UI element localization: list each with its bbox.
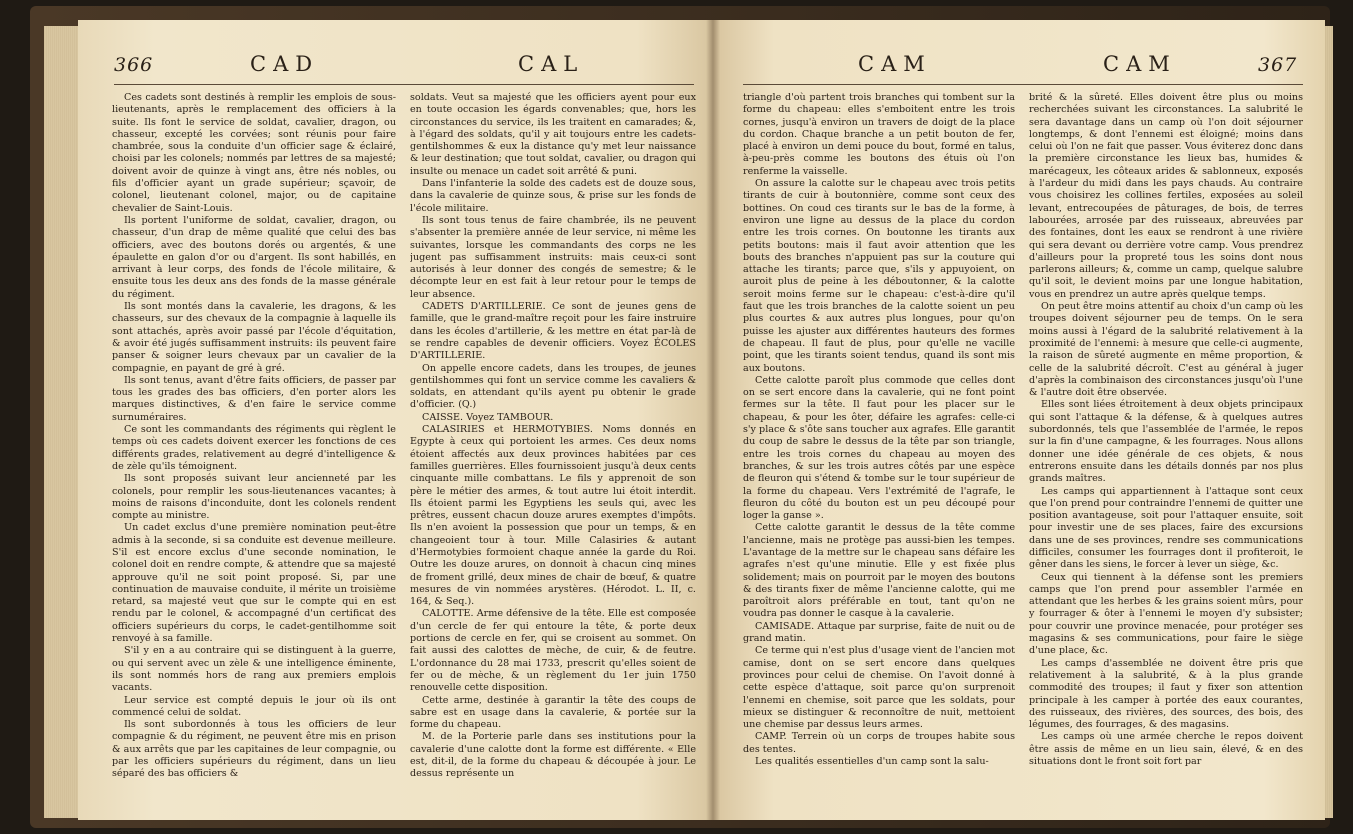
paragraph: Un cadet exclus d'une première nomination peut-être admis à la seconde, si sa conduite est devenue meilleure. S'il est encore exclus d'une seconde nomination, le colonel doit en rendre compte, & attendre que sa majesté approuve qu'il ne soit point proposé. Si, par une continuation de mauvaise conduite, il mérite un troisième retard, sa majesté veut que sur le compte qui en est rendu par le colonel, & accompagné d'un certificat des officiers supérieurs du corps, le cadet-gentilhomme soit renvoyé à sa famille. [112, 522, 396, 645]
paragraph: S'il y en a au contraire qui se distinguent à la guerre, ou qui servent avec un zèle & une intelligence éminente, ils sont nommés hors de rang aux premiers emplois vacants. [112, 645, 396, 694]
paragraph: CALASIRIES et HERMOTYBIES. Noms donnés en Egypte à ceux qui portoient les armes. Ces deux noms étoient affectés aux deux provinces habitées par ces familles guerrières. Elles fournissoient jusqu'à deux cents cinquante mille combattans. Le fils y apprenoit de son père le métier des armes, & tout autre lui étoit interdit. Ils étoient parmi les Egyptiens les seuls qui, avec les prêtres, eussent chacun douze arures exemptes d'impôts. Ils n'en avoient la possession que pour un temps, & en changeoient tour à tour. Mille Calasiries & autant d'Hermotybies formoient chaque année la garde du Roi. Outre les douze arures, on donnoit à chacun cinq mines de froment grillé, deux mines de chair de bœuf, & quatre mesures de vin nommées arystères. (Hérodot. L. II, c. 164, & Seq.). [410, 424, 696, 608]
right-page [713, 20, 1325, 820]
page-number: 366 [114, 54, 154, 76]
paragraph: Cette calotte garantit le dessus de la tête comme l'ancienne, mais ne protège pas aussi-bien les tempes. L'avantage de la mettre sur le chapeau sans défaire les agrafes n'est qu'une minutie. Elle y est fixée plus solidement; mais on pourroit par le moyen des boutons & des tirants fixer de même l'ancienne calotte, qui me paroîtroit alors préférable en tout, tant qu'on ne voudra pas donner le casque à la cavalerie. [743, 522, 1015, 620]
right-page-edges [1325, 26, 1333, 818]
paragraph: Ces cadets sont destinés à remplir les emplois de sous-lieutenants, après le remplacement des officiers à la suite. Ils font le service de soldat, cavalier, dragon, ou chasseur, excepté les corvées; sont réunis pour faire chambrée, sous la conduite d'un officier sage & éclairé, choisi par les colonels; nommés par lettres de sa majesté; doivent avoir de quinze à vingt ans, être nés nobles, ou fils d'officier ayant un grade supérieur; sçavoir, de colonel, lieutenant colonel, major, ou de capitaine chevalier de Saint-Louis. [112, 92, 396, 214]
paragraph: Ceux qui tiennent à la défense sont les premiers camps que l'on prend pour assembler l'armée en attendant que les herbes & les grains soient mûrs, pour y fourrager & ôter à l'ennemi le moyen d'y subsister; pour couvrir une province menacée, pour protéger ses magasins & ses communications, pour faire le siège d'une place, &c. [1029, 571, 1303, 657]
running-headword: CAM [1103, 52, 1177, 76]
text-column [410, 92, 696, 810]
book-spread [30, 6, 1330, 828]
running-headword: CAL [518, 52, 585, 76]
paragraph: Les camps qui appartiennent à l'attaque sont ceux que l'on prend pour contraindre l'ennemi de quitter une position avantageuse, soit pour l'attaquer ensuite, soit pour investir une de ses places, faire des excursions dans une de ses provinces, rendre ses communications difficiles, consumer les fourrages dont il profiteroit, le gêner dans les siens, le forcer à lever un siège, &c. [1029, 485, 1303, 571]
paragraph: Leur service est compté depuis le jour où ils ont commencé celui de soldat. [112, 694, 396, 718]
running-headword: CAD [250, 52, 320, 76]
paragraph: Les camps d'assemblée ne doivent être pris que relativement à la salubrité, & à la plus grande commodité des troupes; il faut y fixer son attention principale à les camper à portée des eaux courantes, des ruisseaux, des rivières, des sources, des bois, des légumes, des fourrages, & des magasins. [1029, 657, 1303, 731]
paragraph: CALOTTE. Arme défensive de la tête. Elle est composée d'un cercle de fer qui entoure la tête, & porte deux portions de cercle en fer, qui se croisent au sommet. On fait aussi des calottes de mèche, de cuir, & de feutre. L'ordonnance du 28 mai 1733, prescrit qu'elles soient de fer ou de mèche, & un règlement du 1er juin 1750 renouvelle cette disposition. [410, 608, 696, 694]
paragraph: brité & la sûreté. Elles doivent être plus ou moins recherchées suivant les circonstances. La salubrité le sera davantage dans un camp où l'on doit séjourner longtemps, & dont l'ennemi est éloigné; moins dans celui où l'on ne fait que passer. Vous éviterez donc dans la première circonstance les lieux bas, humides & marécageux, les côteaux arides & sablonneux, exposés à l'ardeur du midi dans les pays chauds. Au contraire vous choisirez les collines fertiles, exposées au soleil levant, entrecoupées de pâturages, de bois, de terres labourées, arrosée par des ruisseaux, abreuvées par des fontaines, dont les eaux se rendront à une rivière qui sera devant ou derrière votre camp. Vous prendrez d'ailleurs pour la propreté tous les soins dont nous parlerons ailleurs; &, comme un camp, quelque salubre qu'il soit, le devient moins par une longue habitation, vous en prendrez un autre après quelque temps. [1029, 92, 1303, 300]
paragraph: Les qualités essentielles d'un camp sont la salu- [755, 756, 989, 768]
paragraph: Ils sont proposés suivant leur ancienneté par les colonels, pour remplir les sous-lieutenances vacantes; à moins de raisons d'inconduite, dont les colonels rendent compte au ministre. [112, 473, 396, 522]
text-column [1029, 92, 1303, 810]
paragraph: Ce sont les commandants des régiments qui règlent le temps où ces cadets doivent exercer les fonctions de ces différents grades, relativement au degré d'intelligence & de zèle qu'ils témoignent. [112, 424, 396, 472]
paragraph: Ce terme qui n'est plus d'usage vient de l'ancien mot camise, dont on se sert encore dans quelques provinces pour celui de chemise. On l'avoit donné à cette espèce d'attaque, soit parce qu'on surprenoit l'ennemi en chemise, soit parce que les soldats, pour mieux se distinguer & reconnoître de nuit, mettoient une chemise par dessus leurs armes. [743, 645, 1015, 731]
paragraph: Ils sont tenus, avant d'être faits officiers, de passer par tous les grades des bas officiers, d'en porter alors les marques distinctives, & d'en faire le service comme surnuméraires. [112, 374, 396, 423]
paragraph: Elles sont liées étroitement à deux objets principaux qui sont l'attaque & la défense, & à quelques autres subordonnés, tels que l'assemblée de l'armée, le repos sur la fin d'une campagne, & les fourrages. Nous allons donner une idée générale de ces objets, & nous entrerons ensuite dans les détails donnés par nos plus grands maîtres. [1029, 399, 1303, 485]
paragraph: Ils portent l'uniforme de soldat, cavalier, dragon, ou chasseur, d'un drap de même qualité que celui des bas officiers, avec des boutons dorés ou argentés, & une épaulette en galon d'or ou d'argent. Ils sont habillés, en arrivant à leur corps, des fonds de l'école militaire, & ensuite tous les deux ans des fonds de la masse générale du régiment. [112, 214, 396, 300]
paragraph: On peut être moins attentif au choix d'un camp où les troupes doivent séjourner peu de temps. On le sera moins aussi à l'égard de la salubrité relativement à la proximité de l'ennemi: à mesure que celle-ci augmente, la raison de sûreté augmente en même proportion, & celle de la salubrité décroît. C'est au général à juger d'après la combinaison des circonstances jusqu'où l'une & l'autre doit être observée. [1029, 301, 1303, 399]
paragraph: On assure la calotte sur le chapeau avec trois petits tirants de cuir à boutonnière, comme sont ceux des bottines. On coud ces tirants sur le bas de la forme, à environ une ligne au dessus de la place du cordon entre les trois cornes. On boutonne les tirants aux petits boutons: mais il faut avoir attention que les bouts des branches n'appuient pas sur la couture qui attache les tirants; parce que, s'ils y appuyoient, on auroit plus de peine à les déboutonner, & la calotte seroit moins ferme sur le chapeau: c'est-à-dire qu'il faut que les trois branches de la calotte soient un peu plus courtes & aux autres plus longues, pour qu'on puisse les ajuster aux différentes hauteurs des formes de chapeau. Il faut de plus, pour qu'elle ne vacille point, que les tirants soient tendus, quand ils sont mis aux boutons. [743, 178, 1015, 374]
page-number: 367 [1258, 54, 1298, 76]
paragraph: Dans l'infanterie la solde des cadets est de douze sous, dans la cavalerie de quinze sous, & prise sur les fonds de l'école militaire. [410, 178, 696, 214]
paragraph: On appelle encore cadets, dans les troupes, de jeunes gentilshommes qui font un service comme les cavaliers & soldats, en attendant qu'ils ayent pu obtenir le grade d'officier. (Q.) [410, 362, 696, 411]
paragraph: CAISSE. Voyez TAMBOUR. [422, 411, 554, 423]
running-headword: CAM [858, 52, 932, 76]
text-column [112, 92, 396, 810]
header-rule [743, 84, 1303, 85]
paragraph: CADETS D'ARTILLERIE. Ce sont de jeunes gens de famille, que le grand-maître reçoit pour les faire instruire dans les écoles d'artillerie, & les mettre en état par-là de se rendre capables de devenir officiers. Voyez ÉCOLES D'ARTILLERIE. [410, 301, 696, 362]
paragraph: triangle d'où partent trois branches qui tombent sur la forme du chapeau: elles s'emboitent entre les trois cornes, jusqu'à environ un travers de doigt de la place du cordon. Chaque branche a un petit bouton de fer, placé à environ un demi pouce du bout, formé en talus, à-peu-près comme les boutons des étuis où l'on renferme la vaisselle. [743, 92, 1015, 177]
left-page-edges [44, 26, 78, 818]
left-page [78, 20, 713, 820]
paragraph: Ils sont tous tenus de faire chambrée, ils ne peuvent s'absenter la première année de leur service, ni même les suivantes, lorsque les commandants des corps ne les jugent pas suffisamment instruits: mais ceux-ci sont autorisés à leur donner des congés de semestre; & le décompte leur en est fait à leur retour pour le temps de leur absence. [410, 214, 696, 300]
paragraph: Ils sont subordonnés à tous les officiers de leur compagnie & du régiment, ne peuvent être mis en prison & aux arrêts que par les capitaines de leur compagnie, ou par les officiers supérieurs du régiment, dans un lieu séparé des bas officiers & [112, 719, 396, 780]
paragraph: soldats. Veut sa majesté que les officiers ayent pour eux en toute occasion les égards convenables; que, hors les circonstances du service, ils les traitent en camarades; &, à l'égard des soldats, qu'il y ait toujours entre les cadets-gentilshommes & eux la distance qu'y met leur naissance & leur destination; que tout soldat, cavalier, ou dragon qui insulte ou menace un cadet soit arrêté & puni. [410, 92, 696, 177]
paragraph: Cette calotte paroît plus commode que celles dont on se sert encore dans la cavalerie, qui ne font point fermes sur la tête. Il faut pour les placer sur le chapeau, & pour les ôter, défaire les agrafes: celle-ci s'y place & s'ôte sans toucher aux agrafes. Elle garantit du coup de sabre le dessus de la tête par son triangle, entre les trois cornes du chapeau au moyen des branches, & sur les trois autres côtés par une espèce de fleuron qui s'étend & tombe sur le tour supérieur de la forme du chapeau. Vers l'extrémité de l'agrafe, le fleuron du côté du bouton est un peu découpé pour loger la ganse ». [743, 374, 1015, 522]
left-page-header [78, 50, 713, 90]
header-rule [114, 84, 694, 85]
paragraph: CAMP. Terrein où un corps de troupes habite sous des tentes. [743, 731, 1015, 755]
paragraph: CAMISADE. Attaque par surprise, faite de nuit ou de grand matin. [743, 620, 1015, 645]
paragraph: Ils sont montés dans la cavalerie, les dragons, & les chasseurs, sur des chevaux de la compagnie à laquelle ils sont attachés, après avoir passé par l'école d'équitation, & avoir été jugés suffisamment instruits: ils peuvent faire panser & soigner leurs chevaux par un cavalier de la compagnie, en payant de gré à gré. [112, 301, 396, 374]
paragraph: M. de la Porterie parle dans ses institutions pour la cavalerie d'une calotte dont la forme est différente. « Elle est, dit-il, de la forme du chapeau & découpée à jour. Le dessus représente un [410, 731, 696, 780]
text-column [743, 92, 1015, 810]
right-page-header [713, 50, 1325, 90]
paragraph: Les camps où une armée cherche le repos doivent être assis de même en un lieu sain, élevé, & en des situations dont le front soit fort par [1029, 731, 1303, 768]
paragraph: Cette arme, destinée à garantir la tête des coups de sabre est en usage dans la cavalerie, & portée sur la forme du chapeau. [410, 694, 696, 731]
